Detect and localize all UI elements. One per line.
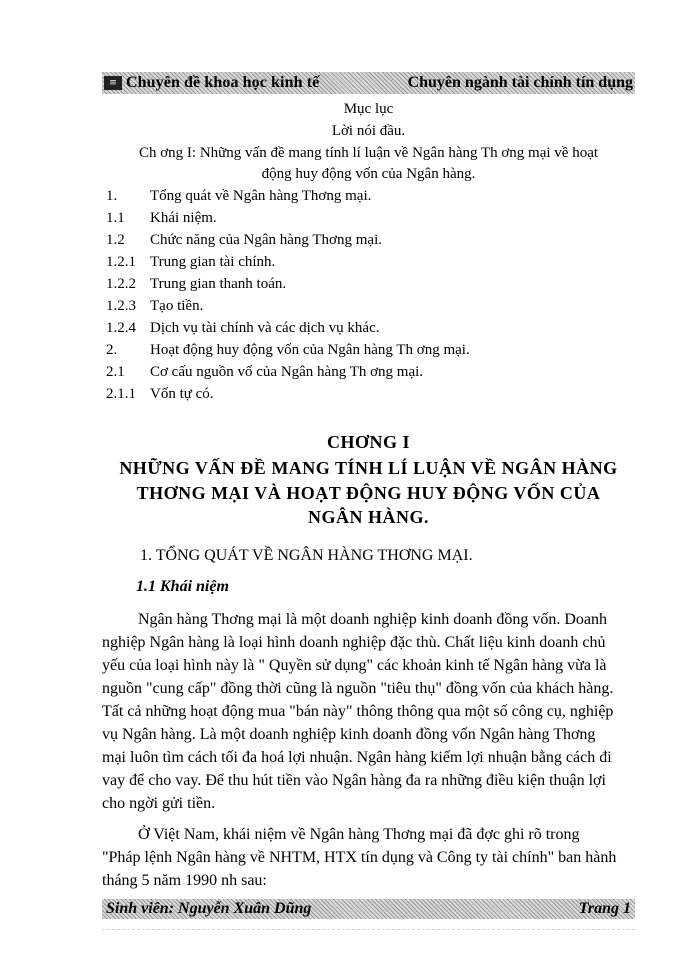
bottom-divider [102,929,635,930]
toc-item: 1.2.3 Tạo tiền. [106,298,204,314]
toc-item: 2. Hoạt động huy động vốn của Ngân hàng Th ơng mại. [106,342,470,358]
toc-preface: Lời nói đầu. [331,123,406,139]
footer-student-name: Sinh viên: Nguyễn Xuân Dũng [106,900,312,917]
paragraph-line: yếu của loại hình này là " Quyền sử dụng" các khoản kinh tế Ngân hàng vừa là [102,657,607,674]
subsection-heading: 1.1 Khái niệm [136,578,229,595]
toc-item: 1.2.1 Trung gian tài chính. [106,254,276,270]
chapter-title-line3: NGÂN HÀNG. [308,507,429,527]
toc-item: 1.2.4 Dịch vụ tài chính và các dịch vụ khác. [106,320,380,336]
paragraph-line: nghiệp Ngân hàng là loại hình doanh nghiệp đặc thù. Chất liệu kinh doanh chủ [102,634,606,651]
paragraph-line: vụ Ngân hàng. Là một doanh nghiệp kinh doanh đồng vốn Ngân hàng Thơng [102,726,596,743]
toc-item: 1. Tổng quát về Ngân hàng Thơng mại. [106,188,372,204]
chapter-label: CHƠNG I [326,432,410,452]
toc-title: Mục lục [343,101,394,117]
toc-chapter-line2: động huy động vốn của Ngân hàng. [261,166,476,182]
toc-item: 2.1.1 Vốn tự có. [106,386,214,402]
document-logo-icon: ≡ [104,76,122,90]
chapter-title-line1: NHỮNG VẤN ĐỀ MANG TÍNH LÍ LUẬN VỀ NGÂN HÀNG [119,458,618,478]
toc-item: 1.1 Khái niệm. [106,210,217,226]
footer-page-number: Trang 1 [578,900,631,917]
paragraph-line: Tất cả những hoạt động mua "bán này" thông thông qua một số công cụ, nghiệp [102,703,614,720]
toc-item: 1.2.2 Trung gian thanh toán. [106,276,287,292]
paragraph-line: mại luôn tìm cách tối đa hoá lợi nhuận. Ngân hàng kiếm lợi nhuận bằng cách đi [102,749,612,766]
header-right-text: Chuyên ngành tài chính tín dụng [407,74,633,91]
paragraph-line: cho ngời gửi tiền. [102,795,216,812]
page-footer [102,899,635,919]
paragraph-line: Ngân hàng Thơng mại là một doanh nghiệp kinh doanh đồng vốn. Doanh [138,611,607,628]
header-left-text: Chuyên đề khoa học kinh tế [126,74,320,91]
toc-item: 1.2 Chức năng của Ngân hàng Thơng mại. [106,232,382,248]
chapter-title-line2: THƠNG MẠI VÀ HOẠT ĐỘNG HUY ĐỘNG VỐN CỦA [136,483,601,503]
paragraph-line: Ở Việt Nam, khái niệm về Ngân hàng Thơng mại đã đợc ghi rõ trong [138,826,580,843]
page-header [102,72,635,94]
paragraph-line: "Pháp lệnh Ngân hàng về NHTM, HTX tín dụng và Công ty tài chính" ban hành [102,849,617,866]
paragraph-line: tháng 5 năm 1990 nh sau: [102,872,267,889]
paragraph-line: vay để cho vay. Để thu hút tiền vào Ngân hàng đa ra những điều kiện thuận lợi [102,772,606,789]
toc-chapter-line1: Ch ơng I: Những vấn đề mang tính lí luận về Ngân hàng Th ơng mại về hoạt [138,145,599,161]
paragraph-line: nguồn "cung cấp" đồng thời cũng là nguồn "tiêu thụ" đồng vốn của khách hàng. [102,680,614,697]
toc-item: 2.1 Cơ cấu nguồn vố của Ngân hàng Th ơng mại. [106,364,424,380]
section-heading: 1. TỔNG QUÁT VỀ NGÂN HÀNG THƠNG MẠI. [140,547,473,564]
